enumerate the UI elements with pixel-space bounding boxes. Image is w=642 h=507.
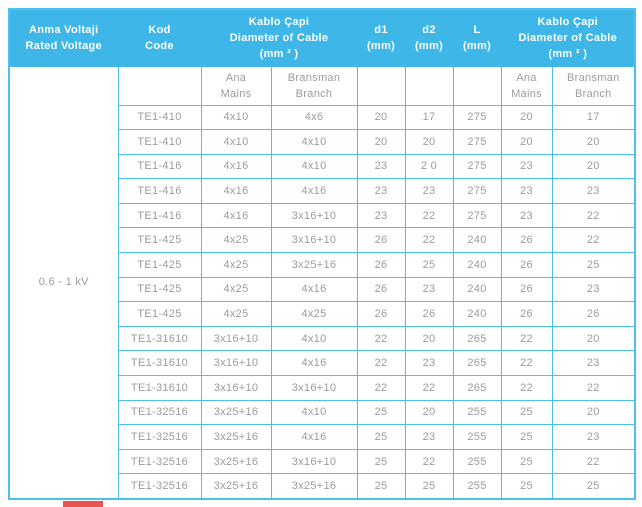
subheader-ana-left-line1: Ana	[225, 71, 247, 84]
cell-bransman-branch-right: 22	[552, 449, 635, 474]
cell-d1: 22	[357, 326, 405, 351]
header-l-line1: L	[473, 23, 481, 36]
cell-bransman-branch-right: 26	[552, 302, 635, 327]
cell-code: TE1-425	[118, 228, 201, 253]
cell-ana-mains-right: 26	[501, 277, 552, 302]
cell-ana-mains-right: 25	[501, 449, 552, 474]
cell-code: TE1-32516	[118, 400, 201, 425]
cell-ana-mains-right: 26	[501, 302, 552, 327]
header-d1-line1: d1	[374, 23, 388, 36]
cell-bransman-branch-right: 23	[552, 179, 635, 204]
cell-d2: 17	[405, 105, 453, 130]
cell-d1: 26	[357, 277, 405, 302]
subheader-ana-right-line2: Mains	[511, 87, 542, 100]
cell-ana-mains-right: 26	[501, 253, 552, 278]
cell-code: TE1-410	[118, 105, 201, 130]
cell-ana-mains: 4x25	[201, 253, 271, 278]
header-cable-main-line3: (mm ² )	[259, 47, 299, 60]
cell-bransman-branch-right: 23	[552, 277, 635, 302]
subheader-bransman-right-line1: Bransman	[567, 71, 620, 84]
header-rated-voltage-line1: Anma Voltaji	[29, 23, 99, 36]
cell-l: 265	[453, 351, 501, 376]
red-accent-bar	[63, 501, 103, 507]
cell-ana-mains: 3x16+10	[201, 376, 271, 401]
cell-ana-mains-right: 22	[501, 376, 552, 401]
cell-l: 240	[453, 302, 501, 327]
cell-d2: 20	[405, 326, 453, 351]
cell-bransman-branch: 3x16+10	[271, 203, 357, 228]
cell-d1: 26	[357, 253, 405, 278]
cell-ana-mains-right: 22	[501, 351, 552, 376]
cell-d2: 25	[405, 474, 453, 499]
cell-d1: 23	[357, 179, 405, 204]
cell-l: 240	[453, 228, 501, 253]
cell-d2: 26	[405, 302, 453, 327]
cell-bransman-branch: 4x10	[271, 326, 357, 351]
cell-d2: 23	[405, 351, 453, 376]
cell-d1: 25	[357, 425, 405, 450]
cell-l: 275	[453, 179, 501, 204]
header-d2-line2: (mm)	[414, 39, 444, 52]
cell-bransman-branch-right: 22	[552, 203, 635, 228]
cell-d2: 22	[405, 228, 453, 253]
cell-d2: 22	[405, 449, 453, 474]
cell-l: 240	[453, 253, 501, 278]
cell-bransman-branch-right: 23	[552, 351, 635, 376]
cell-ana-mains: 3x25+16	[201, 449, 271, 474]
subheader-empty-code	[118, 66, 201, 105]
cell-bransman-branch: 3x16+10	[271, 228, 357, 253]
cell-d1: 26	[357, 228, 405, 253]
cell-d1: 25	[357, 449, 405, 474]
header-rated-voltage-line2: Rated Voltage	[25, 39, 102, 52]
cell-ana-mains-right: 25	[501, 425, 552, 450]
cell-bransman-branch: 3x25+16	[271, 474, 357, 499]
cell-l: 255	[453, 400, 501, 425]
header-l-line2: (mm)	[462, 39, 492, 52]
cell-ana-mains: 4x25	[201, 228, 271, 253]
cell-d1: 22	[357, 351, 405, 376]
cell-code: TE1-425	[118, 253, 201, 278]
cell-bransman-branch: 4x25	[271, 302, 357, 327]
cell-bransman-branch: 3x16+10	[271, 376, 357, 401]
cell-code: TE1-32516	[118, 474, 201, 499]
subheader-empty-d1	[357, 66, 405, 105]
cell-bransman-branch-right: 17	[552, 105, 635, 130]
cell-code: TE1-425	[118, 302, 201, 327]
header-d2	[405, 9, 453, 66]
cell-bransman-branch-right: 20	[552, 326, 635, 351]
header-code-line2: Code	[145, 39, 174, 52]
cell-ana-mains-right: 25	[501, 474, 552, 499]
cell-l: 265	[453, 326, 501, 351]
cell-bransman-branch: 4x10	[271, 130, 357, 155]
cell-l: 275	[453, 154, 501, 179]
cell-bransman-branch-right: 25	[552, 253, 635, 278]
cell-l: 275	[453, 105, 501, 130]
subheader-ana-left-line2: Mains	[220, 87, 252, 100]
cell-ana-mains-right: 26	[501, 228, 552, 253]
cell-ana-mains: 3x16+10	[201, 326, 271, 351]
cell-l: 275	[453, 130, 501, 155]
header-code	[118, 9, 201, 66]
cell-l: 240	[453, 277, 501, 302]
cell-d1: 23	[357, 154, 405, 179]
cell-code: TE1-32516	[118, 425, 201, 450]
cell-bransman-branch-right: 20	[552, 154, 635, 179]
header-cable-main-line2: Diameter of Cable	[229, 31, 329, 44]
cell-ana-mains: 4x10	[201, 105, 271, 130]
cell-bransman-branch-right: 25	[552, 474, 635, 499]
header-cable-branch-line1: Kablo Çapi	[537, 15, 598, 28]
header-cable-diameter-branch	[501, 9, 635, 66]
cell-d1: 26	[357, 302, 405, 327]
cell-l: 255	[453, 425, 501, 450]
cell-ana-mains: 4x16	[201, 154, 271, 179]
header-code-line1: Kod	[148, 23, 171, 36]
cell-code: TE1-416	[118, 179, 201, 204]
header-d2-line1: d2	[422, 23, 436, 36]
subheader-ana-right-line1: Ana	[516, 71, 537, 84]
subheader-row	[9, 66, 635, 105]
cell-ana-mains: 4x16	[201, 203, 271, 228]
cell-d2: 23	[405, 277, 453, 302]
subheader-bransman-branch-left	[271, 66, 357, 105]
cell-ana-mains-right: 20	[501, 130, 552, 155]
cell-code: TE1-416	[118, 154, 201, 179]
cell-bransman-branch-right: 23	[552, 425, 635, 450]
cell-code: TE1-31610	[118, 376, 201, 401]
cell-ana-mains: 4x10	[201, 130, 271, 155]
cell-bransman-branch-right: 20	[552, 130, 635, 155]
cell-d1: 22	[357, 376, 405, 401]
cell-d2: 25	[405, 253, 453, 278]
cell-ana-mains: 3x16+10	[201, 351, 271, 376]
rated-voltage-value: 0.6 - 1 kV	[9, 66, 118, 499]
cell-ana-mains-right: 23	[501, 203, 552, 228]
cell-ana-mains: 3x25+16	[201, 400, 271, 425]
header-row	[9, 9, 635, 66]
subheader-bransman-branch-right	[552, 66, 635, 105]
subheader-ana-mains-left	[201, 66, 271, 105]
cell-d1: 23	[357, 203, 405, 228]
cell-d1: 20	[357, 130, 405, 155]
subheader-bransman-right-line2: Branch	[574, 87, 612, 100]
cell-code: TE1-425	[118, 277, 201, 302]
cell-bransman-branch: 3x25+16	[271, 253, 357, 278]
cell-d2: 23	[405, 179, 453, 204]
cell-ana-mains: 4x16	[201, 179, 271, 204]
cell-bransman-branch: 4x6	[271, 105, 357, 130]
header-cable-main-line1: Kablo Çapi	[248, 15, 310, 28]
cell-ana-mains: 4x25	[201, 302, 271, 327]
header-l	[453, 9, 501, 66]
cell-d2: 22	[405, 376, 453, 401]
cell-ana-mains-right: 23	[501, 154, 552, 179]
cell-ana-mains: 3x25+16	[201, 425, 271, 450]
cell-code: TE1-31610	[118, 326, 201, 351]
cell-ana-mains-right: 22	[501, 326, 552, 351]
cell-bransman-branch-right: 20	[552, 400, 635, 425]
cell-ana-mains-right: 20	[501, 105, 552, 130]
subheader-bransman-left-line1: Bransman	[287, 71, 341, 84]
cable-spec-table	[8, 8, 636, 500]
subheader-ana-mains-right	[501, 66, 552, 105]
header-d1	[357, 9, 405, 66]
subheader-bransman-left-line2: Branch	[295, 87, 333, 100]
cell-bransman-branch: 4x16	[271, 425, 357, 450]
header-d1-line2: (mm)	[366, 39, 396, 52]
cell-bransman-branch: 4x10	[271, 154, 357, 179]
cell-bransman-branch: 3x16+10	[271, 449, 357, 474]
cell-bransman-branch-right: 22	[552, 376, 635, 401]
header-cable-branch-line2: Diameter of Cable	[518, 31, 618, 44]
header-rated-voltage	[9, 9, 118, 66]
cell-ana-mains-right: 23	[501, 179, 552, 204]
cell-d2: 20	[405, 130, 453, 155]
cell-bransman-branch-right: 22	[552, 228, 635, 253]
cell-bransman-branch: 4x16	[271, 277, 357, 302]
subheader-empty-d2	[405, 66, 453, 105]
cell-d2: 22	[405, 203, 453, 228]
cell-d1: 20	[357, 105, 405, 130]
cell-code: TE1-416	[118, 203, 201, 228]
cell-d2: 20	[405, 400, 453, 425]
cell-l: 255	[453, 474, 501, 499]
cell-d1: 25	[357, 400, 405, 425]
cell-ana-mains-right: 25	[501, 400, 552, 425]
cell-l: 275	[453, 203, 501, 228]
cell-code: TE1-32516	[118, 449, 201, 474]
cell-d2: 2 0	[405, 154, 453, 179]
cell-code: TE1-31610	[118, 351, 201, 376]
subheader-empty-l	[453, 66, 501, 105]
cell-l: 255	[453, 449, 501, 474]
header-cable-diameter-main	[201, 9, 357, 66]
cell-bransman-branch: 4x16	[271, 351, 357, 376]
cell-bransman-branch: 4x16	[271, 179, 357, 204]
cell-code: TE1-410	[118, 130, 201, 155]
cell-ana-mains: 4x25	[201, 277, 271, 302]
cell-l: 265	[453, 376, 501, 401]
cable-spec-table-wrap	[8, 8, 636, 500]
cell-ana-mains: 3x25+16	[201, 474, 271, 499]
cell-bransman-branch: 4x10	[271, 400, 357, 425]
header-cable-branch-line3: (mm ² )	[548, 47, 588, 60]
cell-d1: 25	[357, 474, 405, 499]
cell-d2: 23	[405, 425, 453, 450]
